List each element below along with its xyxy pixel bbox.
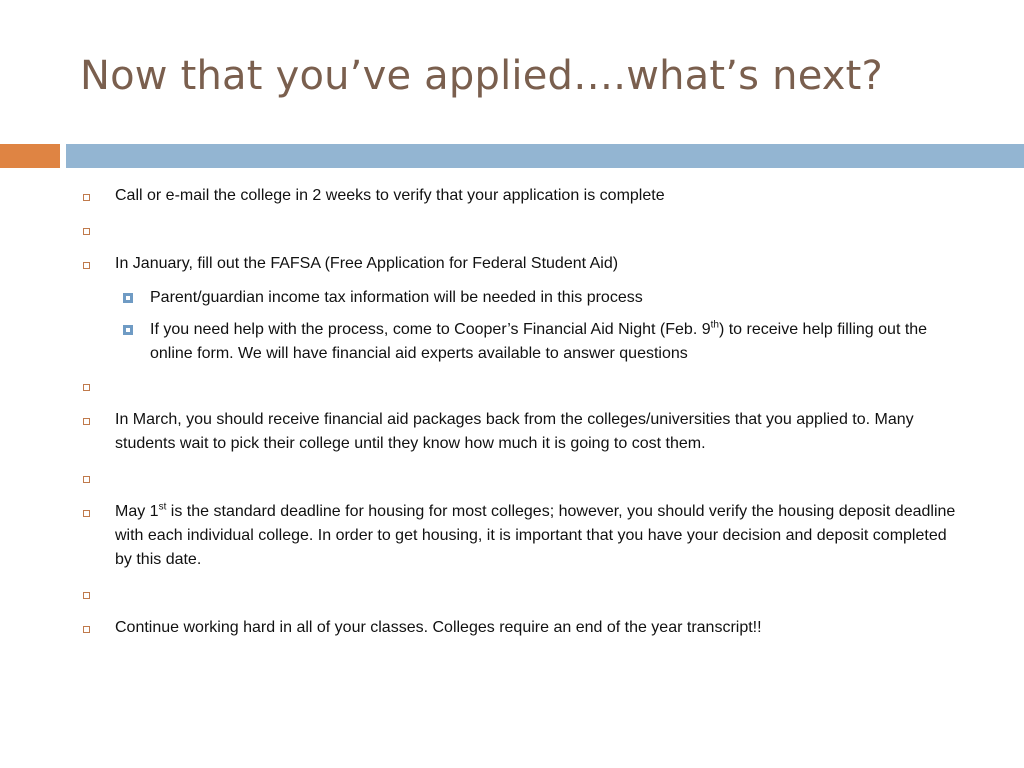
sub-bullet-text: Parent/guardian income tax information will be needed in this process — [150, 289, 643, 306]
superscript: th — [710, 319, 719, 331]
square-bullet-icon — [83, 228, 90, 235]
bullet-text-start: May 1 — [115, 503, 159, 520]
slide-title: Now that you’ve applied….what’s next? — [80, 53, 883, 99]
accent-bar — [0, 144, 60, 168]
bullet-text: Continue working hard in all of your classes. Colleges require an end of the year transcript!! — [115, 619, 762, 636]
bullet-text: In January, fill out the FAFSA (Free Application for Federal Student Aid) — [115, 255, 619, 272]
bullet-text: Call or e-mail the college in 2 weeks to verify that your application is complete — [115, 187, 665, 204]
filled-square-bullet-icon — [123, 293, 133, 303]
list-item — [80, 408, 960, 456]
list-item — [80, 252, 960, 276]
square-bullet-icon — [83, 262, 90, 269]
list-item — [80, 500, 960, 572]
bullet-text-end: is the standard deadline for housing for most colleges; however, you should verify the housing deposit deadline with each individual college. In order to get housing, it is important that you have your decision and deposit completed by this date. — [115, 503, 956, 568]
square-bullet-icon — [83, 418, 90, 425]
list-item — [80, 466, 960, 490]
list-item — [80, 184, 960, 208]
superscript: st — [158, 501, 167, 513]
sub-bullet-text-start: If you need help with the process, come to Cooper’s Financial Aid Night (Feb. 9 — [150, 321, 711, 338]
square-bullet-icon — [83, 510, 90, 517]
filled-square-bullet-icon — [123, 325, 133, 335]
square-bullet-icon — [83, 194, 90, 201]
bullet-text: In March, you should receive financial aid packages back from the colleges/universities that you applied to. Many students wait to pick their college until they know how much it is going to cost them. — [115, 411, 914, 452]
sub-list-item — [80, 318, 960, 366]
list-item — [80, 616, 960, 640]
list-item — [80, 374, 960, 398]
list-item — [80, 218, 960, 242]
sub-bullet-text-end: ) to receive help filling out the online form. We will have financial aid experts available to answer questions — [150, 321, 928, 362]
square-bullet-icon — [83, 626, 90, 633]
list-item — [80, 582, 960, 606]
square-bullet-icon — [83, 384, 90, 391]
bullet-list — [80, 184, 960, 650]
square-bullet-icon — [83, 592, 90, 599]
sub-list-item — [80, 286, 960, 310]
square-bullet-icon — [83, 476, 90, 483]
header-bar — [66, 144, 1024, 168]
